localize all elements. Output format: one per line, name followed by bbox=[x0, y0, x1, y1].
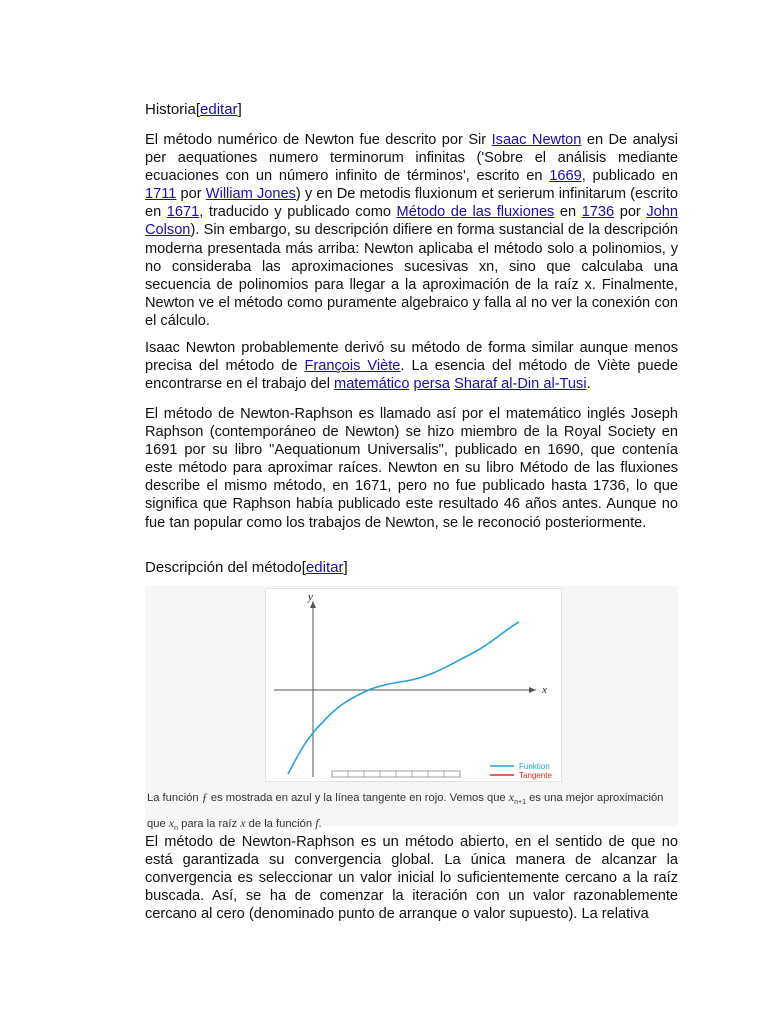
paragraph-raphson: El método de Newton-Raphson es llamado así por el matemático inglés Joseph Raphson (contemporáneo de Newton) se hizo miembro de la Royal Society en 1691 por su libro "Aequationum Universalis", publicado en 1690, que contenía este método para aproximar raíces. Newton en su libro Método de las fluxiones describe el mismo método, en 1671, pero no fue publicado hasta 1736, lo que significa que Raphson había publicado este resultado 46 años antes. Aunque no fue tan popular como los trabajos de Newton, se le reconoció posteriormente. bbox=[145, 406, 678, 531]
scale-bar bbox=[332, 771, 460, 777]
figure-newton-method bbox=[145, 586, 678, 833]
link-1669[interactable]: 1669 bbox=[549, 168, 582, 185]
function-curve bbox=[288, 622, 519, 774]
function-plot bbox=[266, 589, 561, 781]
x-axis-label: x bbox=[542, 684, 547, 696]
edit-link-historia[interactable]: editar bbox=[200, 101, 238, 118]
link-1671[interactable]: 1671 bbox=[166, 204, 200, 221]
figure-caption: La función ƒ es mostrada en azul y la línea tangente en rojo. Vemos que $x_{n+1}$ es una mejor aproximación que $x_n$ para la raíz x de la función f. bbox=[147, 790, 664, 833]
paragraph-viete: Isaac Newton probablemente derivó su método de forma similar aunque menos precisa del método de François Viète. La esencia del método de Viète puede encontrarse en el trabajo del matemático persa Sharaf al-Din al-Tusi. bbox=[145, 340, 679, 393]
link-francois-viete[interactable]: François Viète bbox=[304, 358, 401, 375]
link-metodo-de-las-fluxiones[interactable]: Método de las fluxiones bbox=[396, 204, 555, 221]
link-1711[interactable]: 1711 bbox=[145, 186, 177, 203]
figure-image bbox=[265, 588, 562, 782]
legend bbox=[490, 762, 552, 780]
link-1736[interactable]: 1736 bbox=[581, 204, 615, 221]
paragraph-newton-history: El método numérico de Newton fue descrito por Sir Isaac Newton en De analysi per aequationes numero terminorum infinitas ('Sobre el análisis mediante ecuaciones con un número infinito de términos', escrito en 1669, publicado en 1711 por William Jones) y en De metodis fluxionum et serierum infinitarum (escrito en 1671, traducido y publicado como Método de las fluxiones en 1736 por John Colson). Sin embargo, su descripción difiere en forma sustancial de la descripción moderna presentada más arriba: Newton aplicaba el método solo a polinomios, y no consideraba las aproximaciones sucesivas xn, sino que calculaba una secuencia de polinomios para llegar a la aproximación de la raíz x. Finalmente, Newton ve el método como puramente algebraico y falla al no ver la conexión con el cálculo. bbox=[145, 132, 679, 329]
link-persa[interactable]: persa bbox=[413, 376, 451, 393]
legend-label-funktion: Funktion bbox=[519, 762, 550, 771]
link-william-jones[interactable]: William Jones bbox=[205, 186, 296, 203]
legend-label-tangente: Tangente bbox=[519, 771, 552, 780]
section-heading-descripcion: Descripción del método[editar] bbox=[145, 559, 348, 576]
section-heading-historia: Historia[editar] bbox=[145, 101, 242, 118]
y-axis-label: y bbox=[308, 591, 313, 603]
link-sharaf-al-din-al-tusi[interactable]: Sharaf al-Din al-Tusi bbox=[454, 376, 587, 393]
link-john-colson[interactable]: John Colson bbox=[145, 204, 678, 239]
link-matematico[interactable]: matemático bbox=[334, 376, 410, 393]
link-isaac-newton[interactable]: Isaac Newton bbox=[491, 132, 582, 148]
edit-link-descripcion[interactable]: editar bbox=[305, 559, 344, 576]
paragraph-convergence: El método de Newton-Raphson es un método abierto, en el sentido de que no está garantizada su convergencia global. La única manera de alcanzar la convergencia es seleccionar un valor inicial lo suficientemente cercano a la raíz buscada. Así, se ha de comenzar la iteración con un valor razonablemente cercano al cero (denominado punto de arranque o valor supuesto). La relativa bbox=[145, 834, 678, 923]
